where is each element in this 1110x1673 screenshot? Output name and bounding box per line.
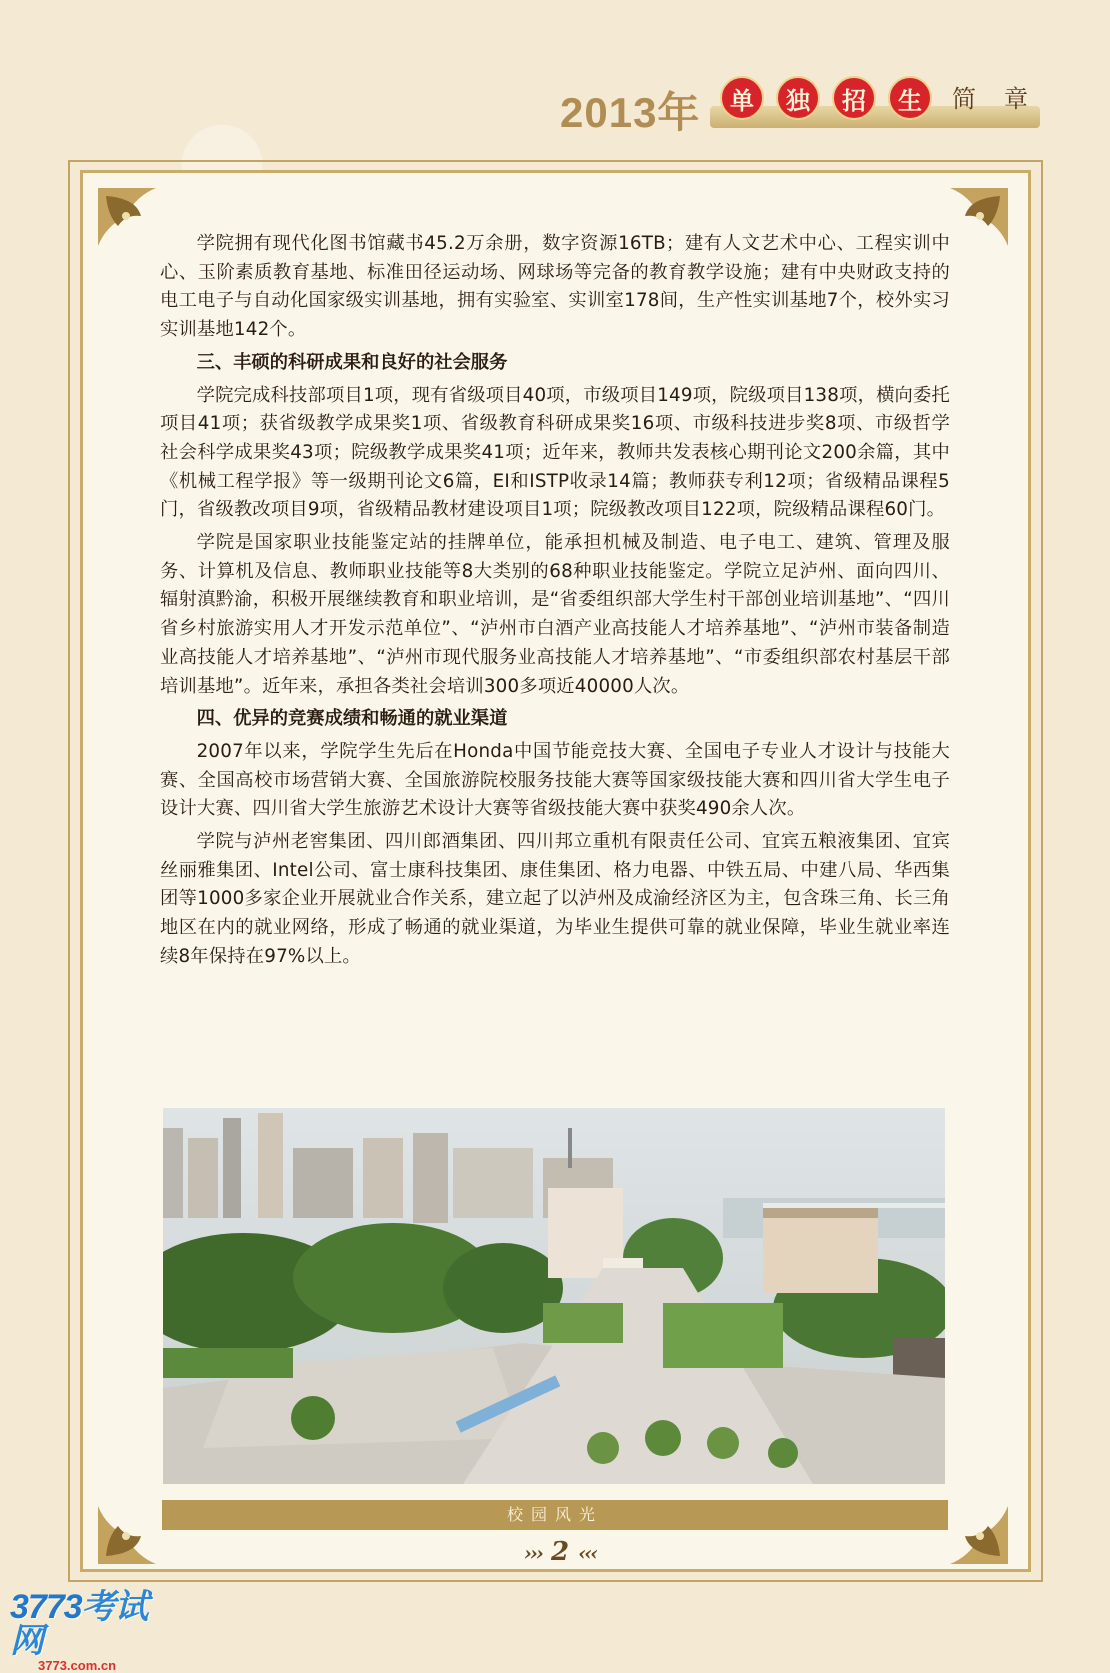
title-char: 独 xyxy=(776,76,820,120)
title-char: 简 xyxy=(952,84,976,113)
paragraph: 2007年以来，学院学生先后在Honda中国节能竞技大赛、全国电子专业人才设计与技能大赛、全国高校市场营销大赛、全国旅游院校服务技能大赛等国家级技能大赛和四川省大学生电子设计大赛、四川省大学生旅游艺术设计大赛等省级技能大赛中获奖490余人次。 xyxy=(160,740,950,820)
title-char: 章 xyxy=(1004,84,1028,113)
site-logo xyxy=(10,1588,180,1673)
arrows-right-icon: ‹‹‹ xyxy=(578,1541,597,1565)
header-year: 2013年 xyxy=(560,89,701,136)
page-number-value: 2 xyxy=(550,1537,570,1567)
photo-caption: 校园风光 xyxy=(162,1500,948,1530)
logo-url: 3773.com.cn xyxy=(38,1658,117,1673)
section-heading: 三、丰硕的科研成果和良好的社会服务 xyxy=(196,351,508,373)
title-char: 招 xyxy=(832,76,876,120)
campus-photo xyxy=(163,1108,945,1484)
paragraph: 学院是国家职业技能鉴定站的挂牌单位，能承担机械及制造、电子电工、建筑、管理及服务、计算机及信息、教师职业技能等8大类别的68种职业技能鉴定。学院立足泸州、面向四川、辐射滇黔渝，积极开展继续教育和职业培训，是“省委组织部大学生村干部创业培训基地”、“四川省乡村旅游实用人才开发示范单位”、“泸州市白酒产业高技能人才培养基地”、“泸州市装备制造业高技能人才培养基地”、“泸州市现代服务业高技能人才培养基地”、“市委组织部农村基层干部培训基地”。近年来，承担各类社会培训300多项近40000人次。 xyxy=(160,532,950,697)
title-char: 生 xyxy=(888,76,932,120)
article-body xyxy=(160,230,950,976)
section-heading: 四、优异的竞赛成绩和畅通的就业渠道 xyxy=(196,708,508,730)
paragraph: 学院与泸州老窖集团、四川郎酒集团、四川邦立重机有限责任公司、宜宾五粮液集团、宜宾丝丽雅集团、Intel公司、富士康科技集团、康佳集团、格力电器、中铁五局、中建八局、华西集团等1000多家企业开展就业合作关系，建立起了以泸州及成渝经济区为主，包含珠三角、长三角地区在内的就业网络，形成了畅通的就业渠道，为毕业生提供可靠的就业保障，毕业生就业率连续8年保持在97%以上。 xyxy=(160,831,950,967)
arrows-left-icon: ››› xyxy=(523,1541,542,1565)
paragraph: 学院拥有现代化图书馆藏书45.2万余册，数字资源16TB；建有人文艺术中心、工程实训中心、玉阶素质教育基地、标准田径运动场、网球场等完备的教育教学设施；建有中央财政支持的电工电子与自动化国家级实训基地，拥有实验室、实训室178间，生产性实训基地7个，校外实习实训基地142个。 xyxy=(160,233,950,341)
page-number xyxy=(490,1537,630,1567)
logo-text: 考试网 xyxy=(10,1588,148,1660)
title-char: 单 xyxy=(720,76,764,120)
header-banner xyxy=(560,70,1060,140)
header-title xyxy=(720,76,1036,120)
paragraph: 学院完成科技部项目1项，现有省级项目40项，市级项目149项，院级项目138项，横向委托项目41项；获省级教学成果奖1项、省级教育科研成果奖16项、市级科技进步奖8项、市级哲学社会科学成果奖43项；院级教学成果奖41项；近年来，教师共发表核心期刊论文200余篇，其中《机械工程学报》等一级期刊论文6篇，EI和ISTP收录14篇；教师获专利12项；省级精品课程5门，省级教改项目9项，省级精品教材建设项目1项；院级教改项目122项，院级精品课程60门。 xyxy=(160,384,950,521)
logo-number: 3773 xyxy=(10,1588,82,1626)
